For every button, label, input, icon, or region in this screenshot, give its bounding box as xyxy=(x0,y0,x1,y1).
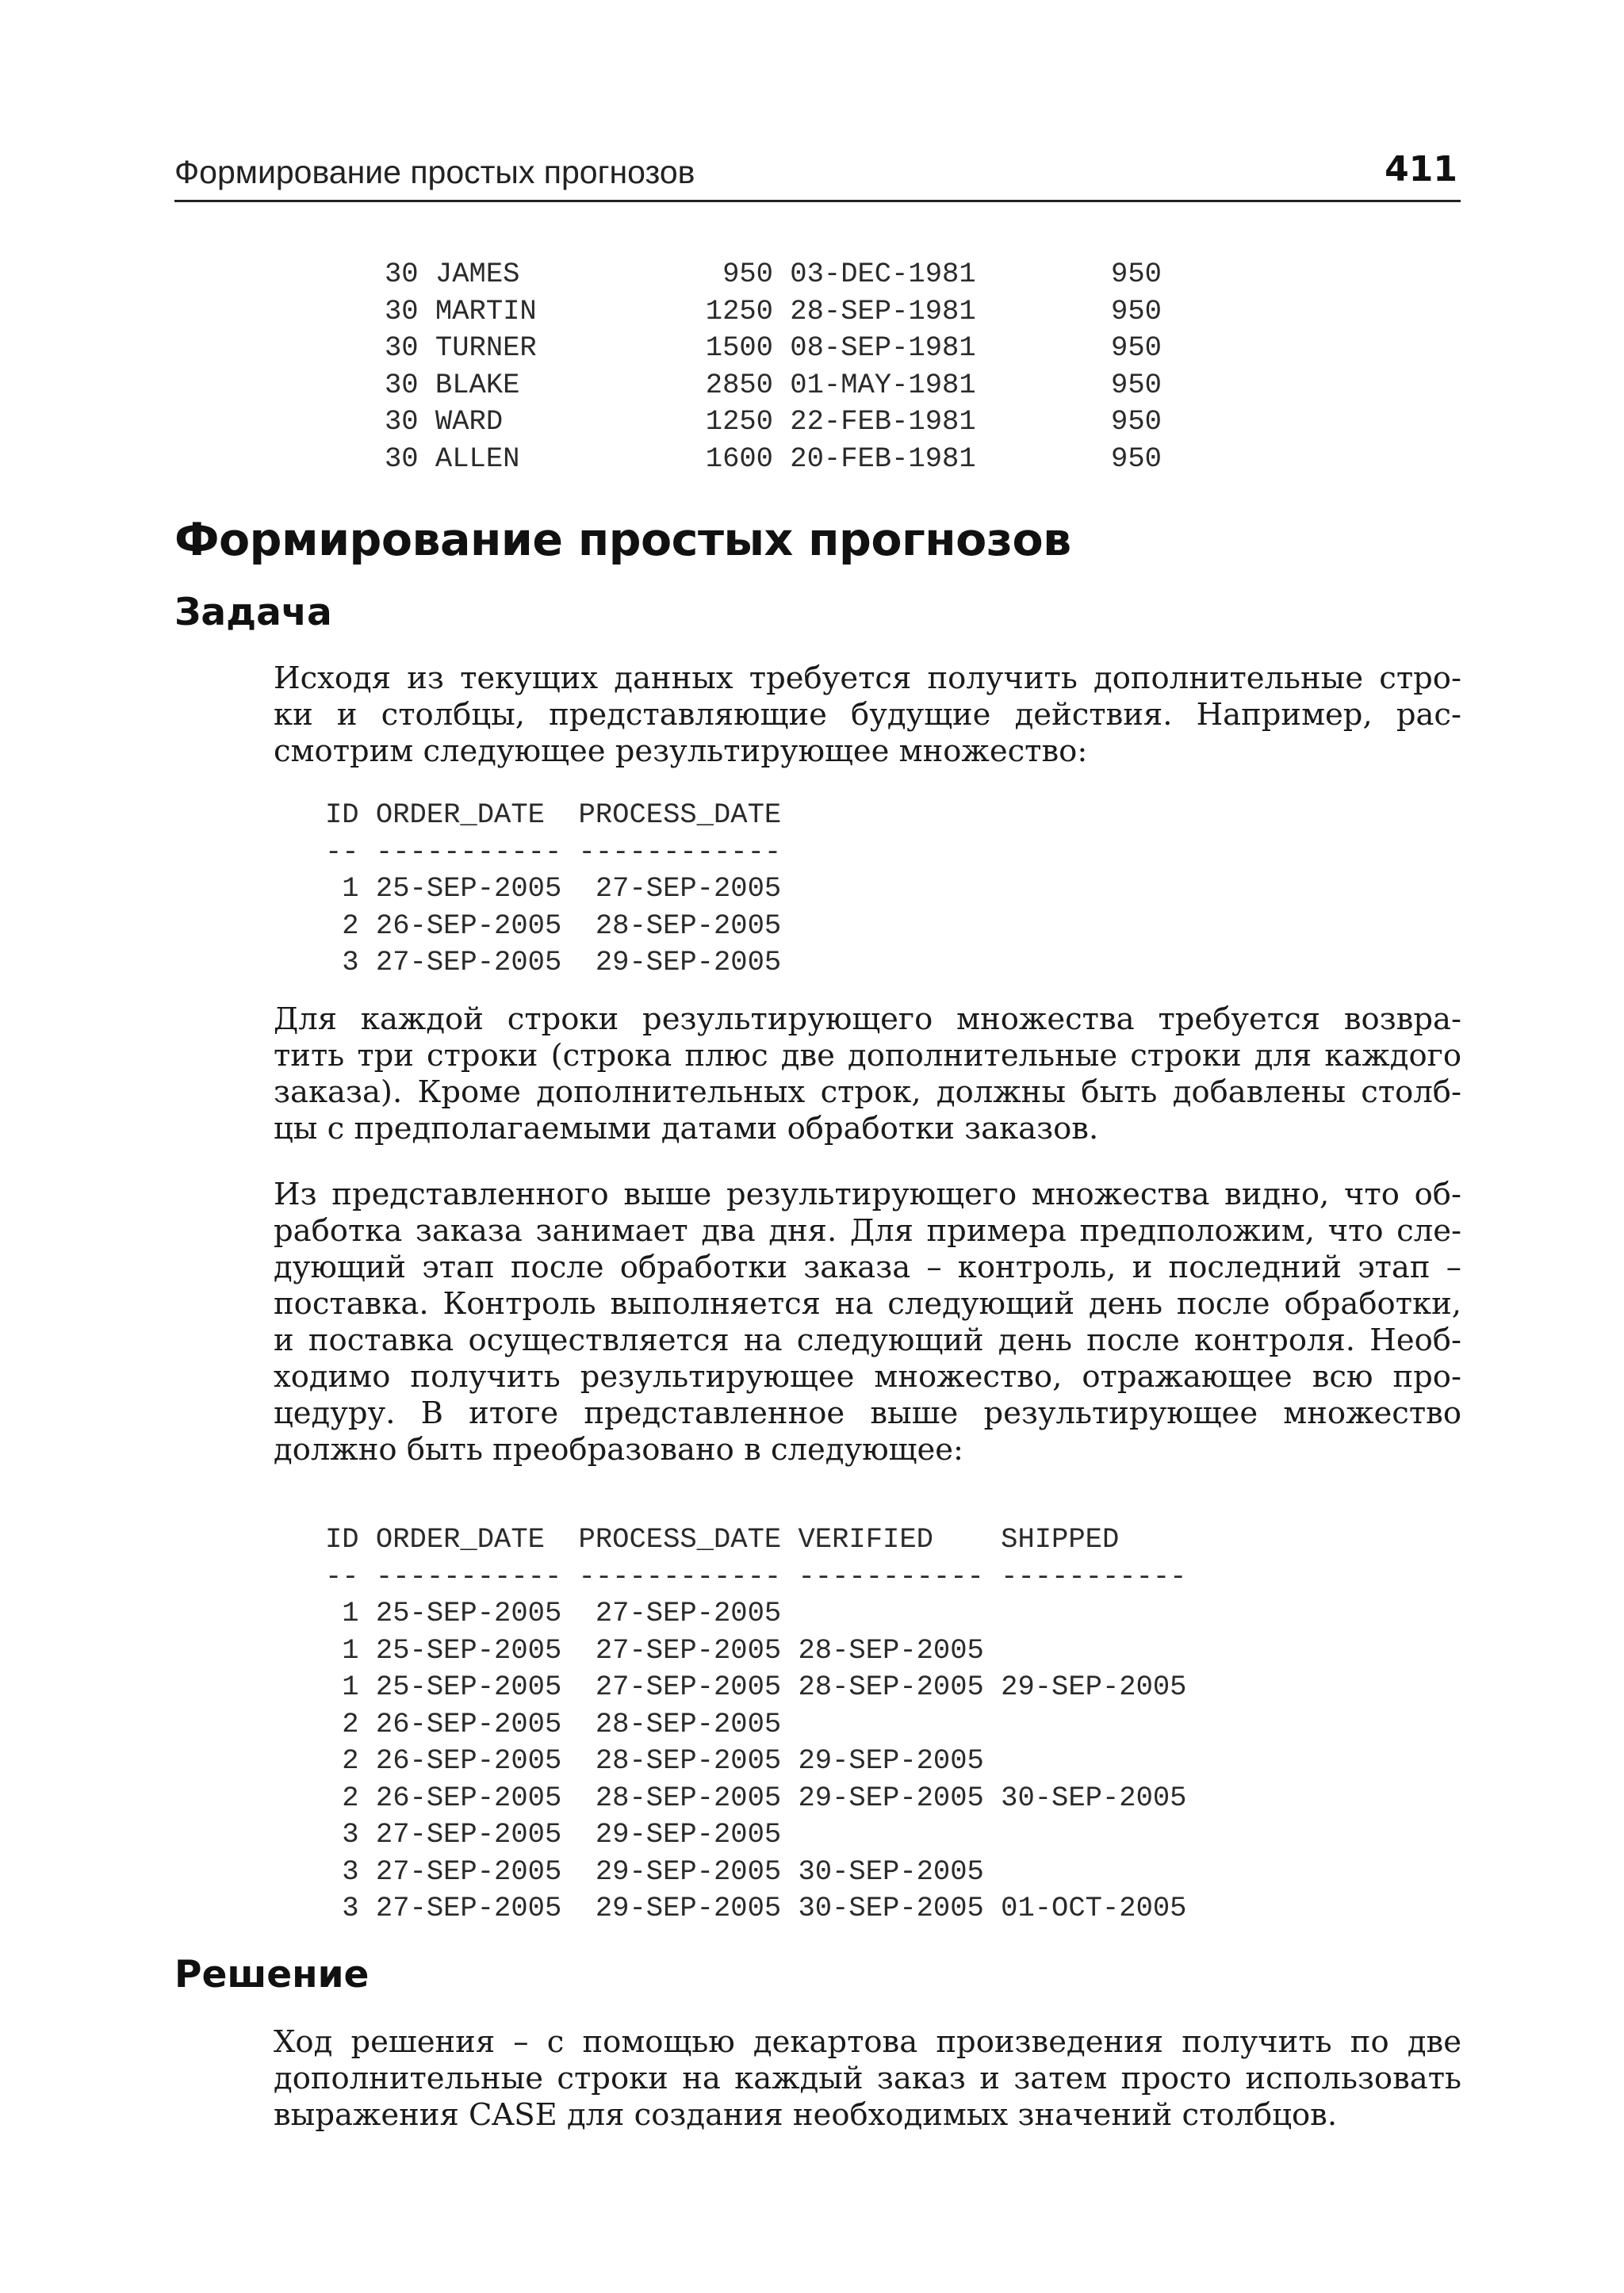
text-line: ходимо получить результирующее множество, отражающее всю про- xyxy=(274,1359,1461,1395)
code-line: ID ORDER_DATE PROCESS_DATE VERIFIED SHIPPED xyxy=(325,1523,1120,1556)
text-line: смотрим следующее результирующее множество: xyxy=(274,733,1088,769)
code-block-output xyxy=(325,1522,1186,1927)
paragraph-requirements xyxy=(274,1001,1461,1147)
code-line: 30 WARD 1250 22-FEB-1981 950 xyxy=(385,405,1162,438)
code-line: 2 26-SEP-2005 28-SEP-2005 xyxy=(325,909,782,942)
text-line: заказа). Кроме дополнительных строк, должны быть добавлены столб- xyxy=(274,1074,1461,1110)
text-line: дополнительные строки на каждый заказ и затем просто использовать xyxy=(274,2061,1461,2096)
code-line: 1 25-SEP-2005 27-SEP-2005 xyxy=(325,872,782,905)
code-line: 30 JAMES 950 03-DEC-1981 950 xyxy=(385,258,1162,290)
text-line: цедуру. В итоге представленное выше результирующее множество xyxy=(274,1395,1461,1431)
text-line: дующий этап после обработки заказа – контроль, и последний этап – xyxy=(274,1250,1461,1285)
task-heading: Задача xyxy=(174,591,332,634)
code-line: -- ----------- ------------ ----------- ----------- xyxy=(325,1560,1187,1593)
code-block-top xyxy=(385,256,1162,477)
text-line: выражения CASE для создания необходимых значений столбцов. xyxy=(274,2097,1338,2133)
code-line: 2 26-SEP-2005 28-SEP-2005 xyxy=(325,1707,782,1740)
text-line: ки и столбцы, представляющие будущие действия. Например, рас- xyxy=(274,697,1461,733)
code-line: 30 BLAKE 2850 01-MAY-1981 950 xyxy=(385,368,1162,401)
running-title: Формирование простых прогнозов xyxy=(174,154,695,190)
running-header xyxy=(174,149,1461,202)
code-line: 1 25-SEP-2005 27-SEP-2005 xyxy=(325,1597,782,1629)
code-line: 1 25-SEP-2005 27-SEP-2005 28-SEP-2005 29-SEP-2005 xyxy=(325,1671,1187,1703)
code-block-input xyxy=(325,797,781,982)
text-line: поставка. Контроль выполняется на следующий день после обработки, xyxy=(274,1286,1461,1322)
code-line: 30 TURNER 1500 08-SEP-1981 950 xyxy=(385,331,1162,364)
text-line: работка заказа занимает два дня. Для примера предположим, что сле- xyxy=(274,1213,1461,1249)
code-line: 1 25-SEP-2005 27-SEP-2005 28-SEP-2005 xyxy=(325,1633,984,1667)
paragraph-explanation xyxy=(274,1177,1461,1468)
text-line: Ход решения – с помощью декартова произведения получить по две xyxy=(274,2024,1461,2060)
text-line: тить три строки (строка плюс две дополнительные строки для каждого xyxy=(274,1038,1461,1074)
solution-heading: Решение xyxy=(174,1953,370,1996)
code-line: ID ORDER_DATE PROCESS_DATE xyxy=(325,798,782,831)
task-intro-paragraph xyxy=(274,660,1461,770)
section-title: Формирование простых прогнозов xyxy=(174,514,1071,566)
text-line: должно быть преобразовано в следующее: xyxy=(274,1432,964,1468)
code-line: 3 27-SEP-2005 29-SEP-2005 xyxy=(325,946,782,978)
code-line: 2 26-SEP-2005 28-SEP-2005 29-SEP-2005 30-SEP-2005 xyxy=(325,1781,1187,1814)
text-line: Из представленного выше результирующего множества видно, что об- xyxy=(274,1177,1461,1212)
code-line: -- ----------- ------------ xyxy=(325,835,782,868)
text-line: и поставка осуществляется на следующий день после контроля. Необ- xyxy=(274,1323,1461,1358)
solution-paragraph xyxy=(274,2024,1461,2134)
code-line: 30 MARTIN 1250 28-SEP-1981 950 xyxy=(385,294,1162,327)
text-line: цы с предполагаемыми датами обработки заказов. xyxy=(274,1111,1099,1146)
code-line: 30 ALLEN 1600 20-FEB-1981 950 xyxy=(385,442,1162,475)
code-line: 3 27-SEP-2005 29-SEP-2005 xyxy=(325,1818,782,1851)
code-line: 3 27-SEP-2005 29-SEP-2005 30-SEP-2005 01-OCT-2005 xyxy=(325,1892,1187,1924)
page-number: 411 xyxy=(1385,149,1457,189)
text-line: Для каждой строки результирующего множества требуется возвра- xyxy=(274,1001,1461,1037)
code-line: 2 26-SEP-2005 28-SEP-2005 29-SEP-2005 xyxy=(325,1744,984,1777)
code-line: 3 27-SEP-2005 29-SEP-2005 30-SEP-2005 xyxy=(325,1855,984,1888)
text-line: Исходя из текущих данных требуется получить дополнительные стро- xyxy=(274,660,1461,696)
